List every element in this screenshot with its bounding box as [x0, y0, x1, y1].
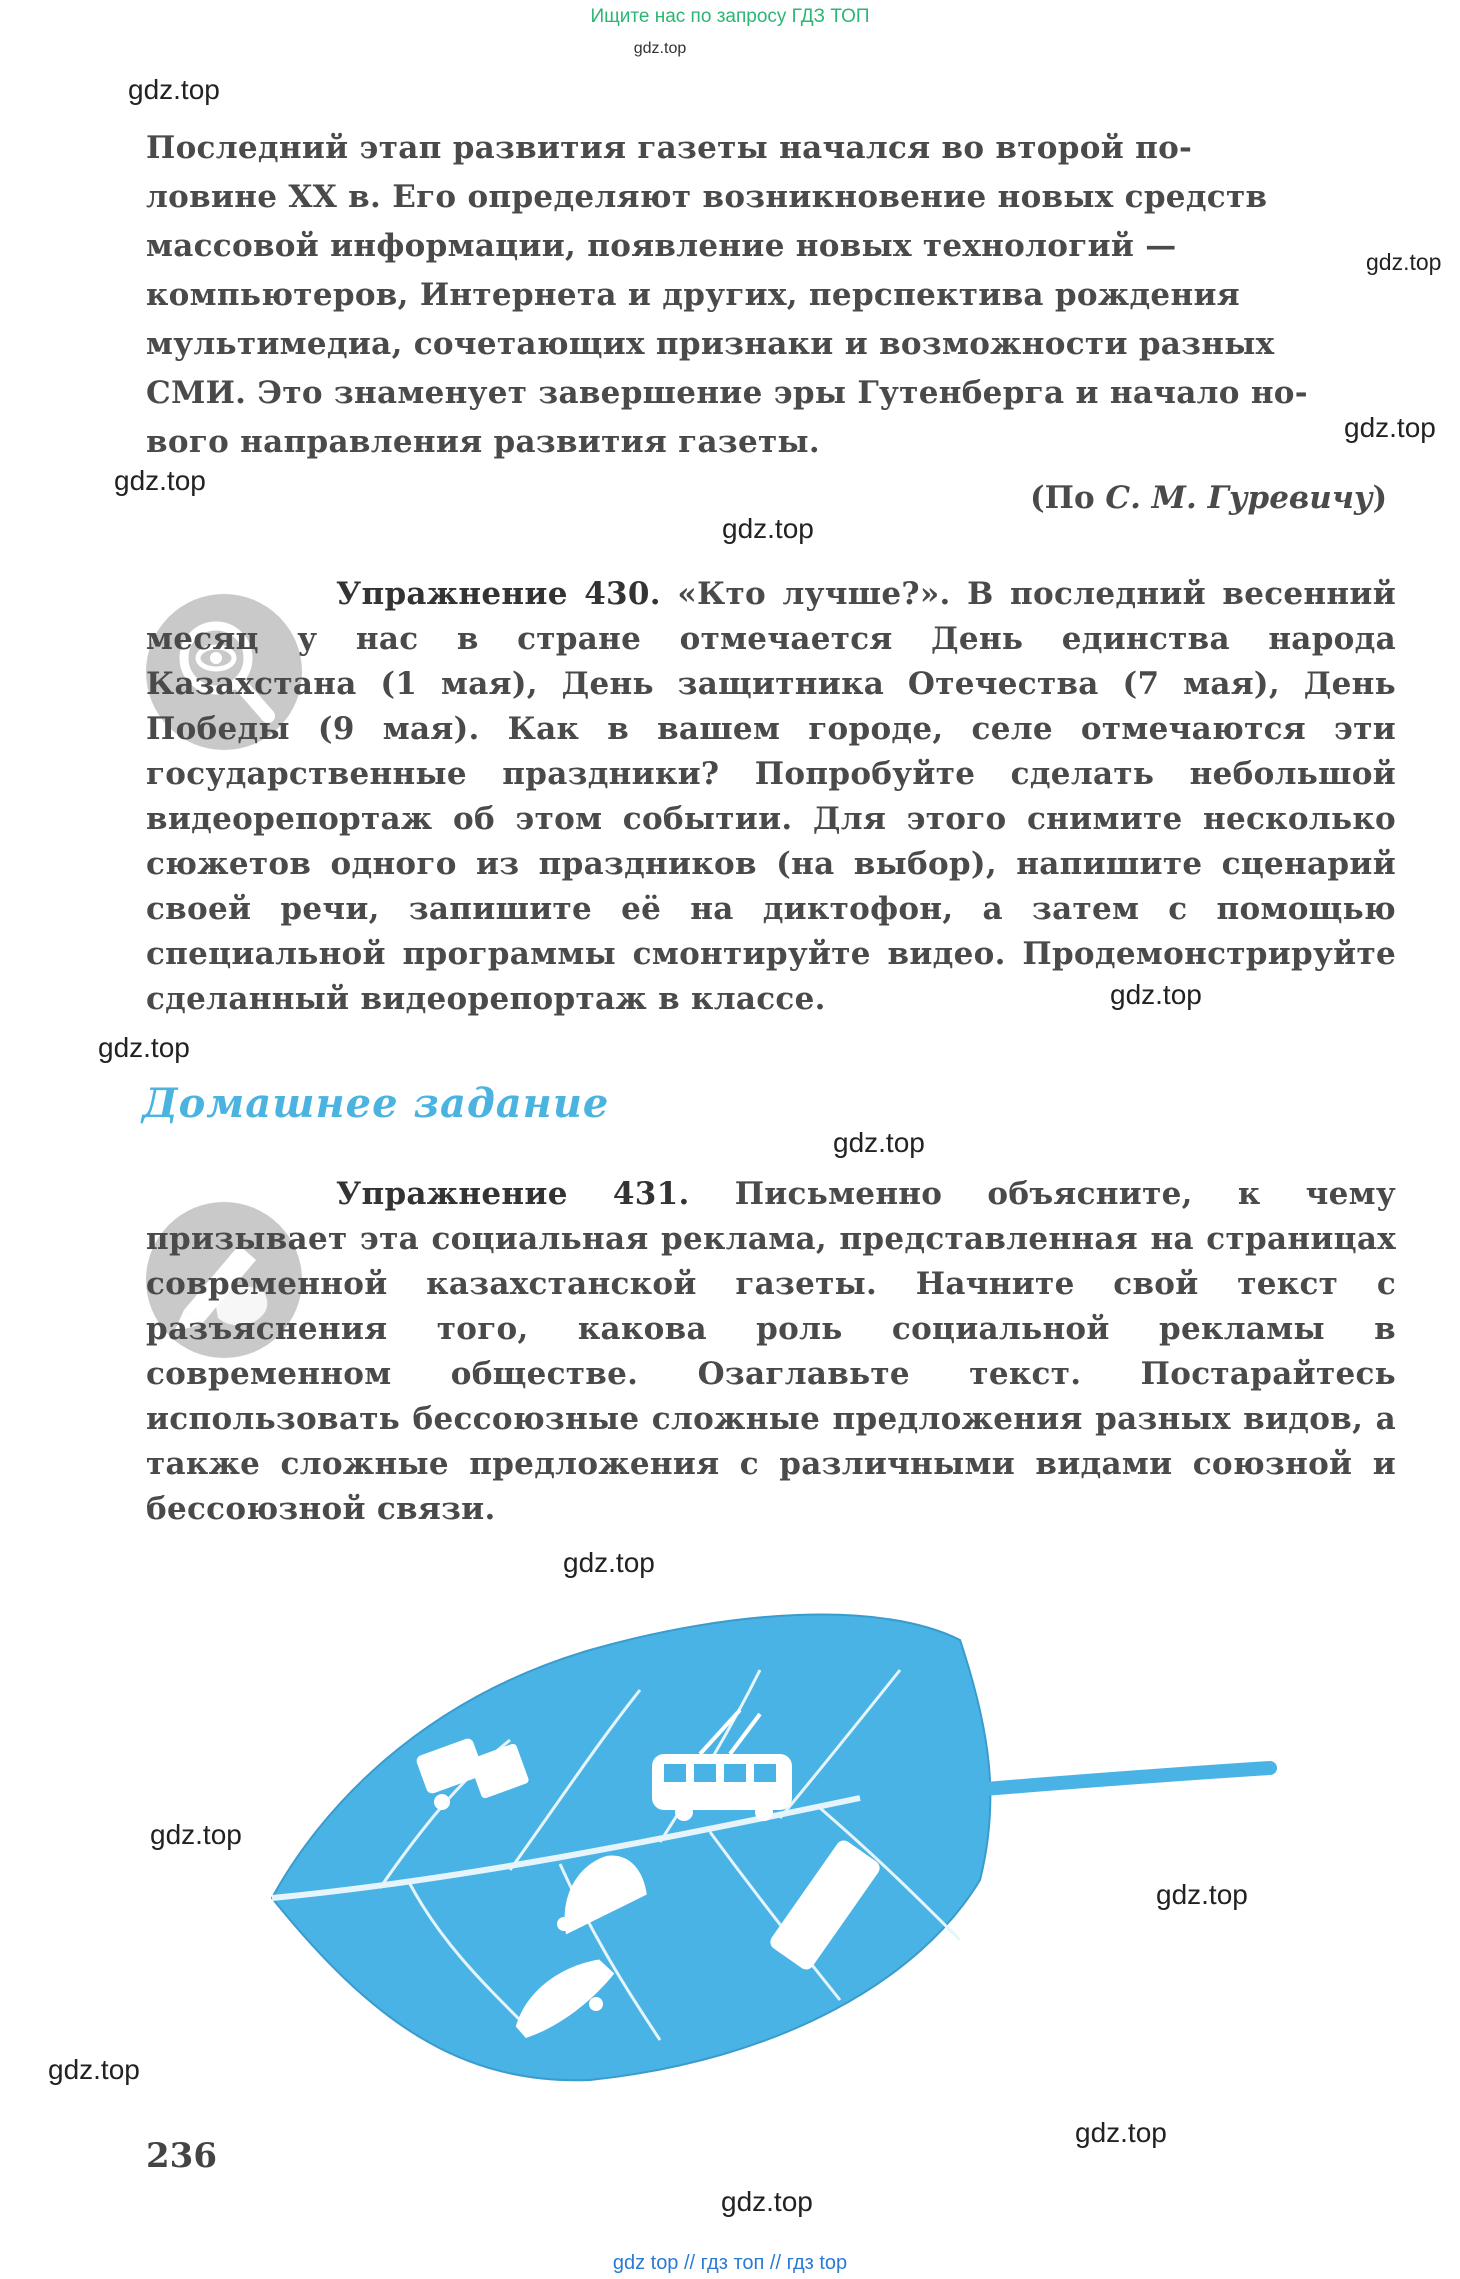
- exercise-431-title: Упражнение 431.: [336, 1176, 690, 1212]
- attribution-prefix: (По: [1030, 480, 1106, 516]
- watermark: gdz.top: [114, 465, 206, 496]
- attribution-author: С. М. Гуревичу: [1105, 480, 1373, 516]
- exercise-431: [146, 1172, 1396, 1532]
- text-line: компьютеров, Интернета и других, перспектива рождения: [146, 277, 1240, 313]
- homework-heading: Домашнее задание: [142, 1080, 610, 1127]
- watermark: gdz.top: [1110, 979, 1202, 1010]
- watermark: gdz.top: [563, 1547, 655, 1578]
- watermark: gdz.top: [1156, 1879, 1248, 1910]
- exercise-431-text: Письменно объясните, к чему призывает эта социальная реклама, представленная на страницах современной казахстанской газеты. Начните свой текст с разъяснения того, какова роль социальной рекламы в современном обществе. Озаглавьте текст. Постарайтесь использовать бессоюзные сложные предложения разных видов, а также сложные предложения с различными видами союзной и бессоюзной связи.: [146, 1176, 1397, 1527]
- exercise-430-text: «Кто лучше?». В последний весенний месяц у нас в стране отмечается День единства народа Казахстана (1 мая), День защитника Отечества (7 мая), День Победы (9 мая). Как в вашем городе, селе отмечаются эти государственные праздники? Попробуйте сделать небольшой видеорепортаж об этом событии. Для этого снимите несколько сюжетов одного из праздников (на выбор), напишите сценарий своей речи, запишите её на диктофон, а затем с помощью специальной программы смонтируйте видео. Продемонстрируйте сделанный видеорепортаж в классе.: [146, 576, 1396, 1017]
- text-line: мультимедиа, сочетающих признаки и возможности разных: [146, 326, 1275, 362]
- watermark: gdz.top: [98, 1032, 190, 1063]
- watermark: gdz.top: [48, 2054, 140, 2085]
- attribution: [1030, 480, 1387, 516]
- footer-links[interactable]: gdz top // гдз топ // гдз top: [612, 2252, 848, 2274]
- site-label[interactable]: gdz.top: [633, 40, 687, 57]
- page-number: 236: [146, 2136, 217, 2176]
- watermark: gdz.top: [721, 2186, 813, 2217]
- text-line: Последний этап развития газеты начался во второй по-: [146, 130, 1193, 166]
- watermark: gdz.top: [1366, 249, 1442, 275]
- watermark: gdz.top: [128, 74, 220, 105]
- watermark: gdz.top: [1344, 412, 1436, 443]
- watermark: gdz.top: [833, 1127, 925, 1158]
- text-line: СМИ. Это знаменует завершение эры Гутенберга и начало но-: [146, 375, 1308, 411]
- watermark: gdz.top: [1075, 2117, 1167, 2148]
- watermark: gdz.top: [150, 1819, 242, 1850]
- exercise-430-title: Упражнение 430.: [336, 576, 661, 612]
- intro-paragraph: [146, 124, 1396, 467]
- text-line: массовой информации, появление новых технологий —: [146, 228, 1177, 264]
- social-ad-leaf-illustration: [260, 1580, 1280, 2104]
- watermark: gdz.top: [722, 513, 814, 544]
- search-prompt-link[interactable]: Ищите нас по запросу ГДЗ ТОП: [590, 6, 870, 27]
- text-line: вого направления развития газеты.: [146, 424, 820, 460]
- attribution-suffix: ): [1372, 480, 1388, 516]
- exercise-430: [146, 572, 1396, 1022]
- text-line: ловине XX в. Его определяют возникновение новых средств: [146, 179, 1268, 215]
